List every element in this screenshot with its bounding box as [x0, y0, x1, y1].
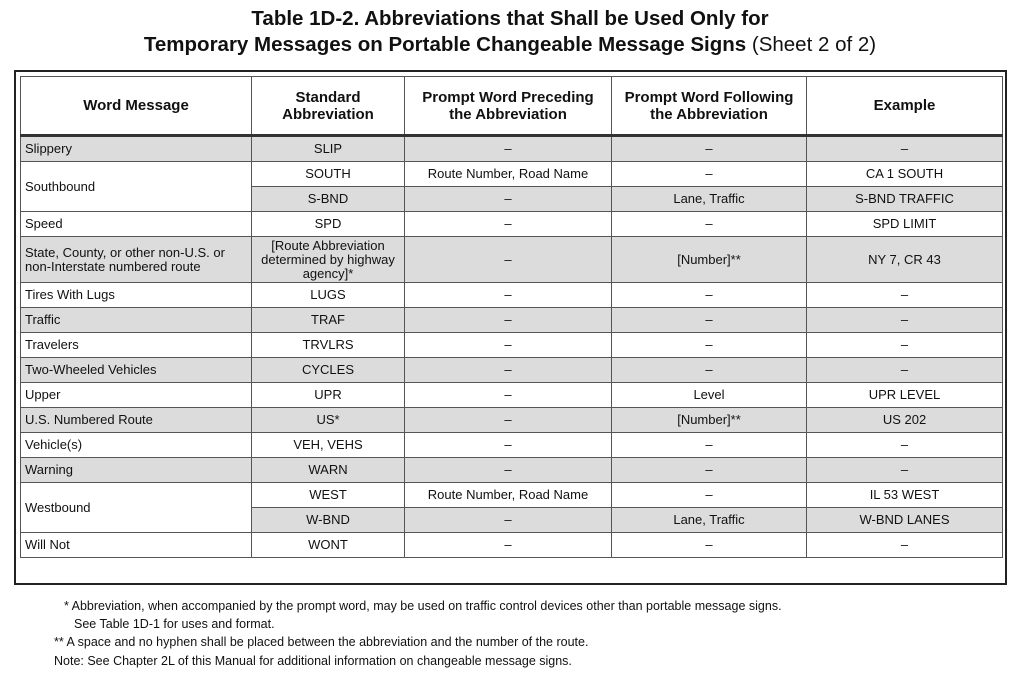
preceding-cell: – — [405, 237, 612, 283]
following-cell: Lane, Traffic — [612, 187, 807, 212]
table-row — [21, 458, 1003, 483]
example-cell: IL 53 WEST — [807, 483, 1003, 508]
footnote-asterisk-continued: See Table 1D-1 for uses and format. — [74, 617, 275, 631]
word-cell: Upper — [21, 383, 252, 408]
abbr-cell: WONT — [252, 533, 405, 558]
example-cell: – — [807, 358, 1003, 383]
word-cell: State, County, or other non-U.S. or non-Interstate numbered route — [21, 237, 252, 283]
abbr-cell: WARN — [252, 458, 405, 483]
table-row — [21, 483, 1003, 508]
word-cell: Will Not — [21, 533, 252, 558]
table-row — [21, 383, 1003, 408]
footnote-double-asterisk: ** A space and no hyphen shall be placed between the abbreviation and the number of the route. — [54, 635, 589, 649]
preceding-cell: – — [405, 433, 612, 458]
word-cell: Vehicle(s) — [21, 433, 252, 458]
preceding-cell: – — [405, 136, 612, 162]
table-row — [21, 308, 1003, 333]
example-cell: – — [807, 283, 1003, 308]
word-cell: Traffic — [21, 308, 252, 333]
following-cell: – — [612, 458, 807, 483]
preceding-cell: – — [405, 508, 612, 533]
following-cell: [Number]** — [612, 237, 807, 283]
example-cell: SPD LIMIT — [807, 212, 1003, 237]
header-word-message: Word Message — [21, 77, 252, 136]
title-line-2-main: Temporary Messages on Portable Changeable Message Signs — [143, 33, 747, 56]
following-cell: – — [612, 283, 807, 308]
example-cell: NY 7, CR 43 — [807, 237, 1003, 283]
footnotes — [54, 597, 998, 671]
word-cell: Two-Wheeled Vehicles — [21, 358, 252, 383]
following-cell: – — [612, 433, 807, 458]
word-cell: U.S. Numbered Route — [21, 408, 252, 433]
following-cell: [Number]** — [612, 408, 807, 433]
example-cell: S-BND TRAFFIC — [807, 187, 1003, 212]
abbr-cell: VEH, VEHS — [252, 433, 405, 458]
preceding-cell: – — [405, 283, 612, 308]
sheet-indicator: (Sheet 2 of 2) — [746, 33, 877, 56]
table-row — [21, 333, 1003, 358]
abbr-cell: TRVLRS — [252, 333, 405, 358]
header-row — [21, 77, 1003, 136]
example-cell: – — [807, 458, 1003, 483]
preceding-cell: – — [405, 358, 612, 383]
abbr-cell: W-BND — [252, 508, 405, 533]
table-row — [21, 136, 1003, 162]
preceding-cell: – — [405, 333, 612, 358]
example-cell: CA 1 SOUTH — [807, 162, 1003, 187]
following-cell: – — [612, 308, 807, 333]
example-cell: – — [807, 533, 1003, 558]
preceding-cell: – — [405, 212, 612, 237]
following-cell: – — [612, 212, 807, 237]
table-row — [21, 408, 1003, 433]
header-prompt-preceding: Prompt Word Preceding the Abbreviation — [405, 77, 612, 136]
abbr-cell: UPR — [252, 383, 405, 408]
example-cell: – — [807, 136, 1003, 162]
table-row — [21, 212, 1003, 237]
following-cell: Level — [612, 383, 807, 408]
abbr-cell: TRAF — [252, 308, 405, 333]
table-row — [21, 237, 1003, 283]
abbr-cell: US* — [252, 408, 405, 433]
table-row — [21, 283, 1003, 308]
abbr-cell: SLIP — [252, 136, 405, 162]
abbr-cell: LUGS — [252, 283, 405, 308]
abbr-cell: WEST — [252, 483, 405, 508]
following-cell: – — [612, 483, 807, 508]
example-cell: UPR LEVEL — [807, 383, 1003, 408]
preceding-cell: – — [405, 533, 612, 558]
table-row — [21, 533, 1003, 558]
example-cell: – — [807, 433, 1003, 458]
header-standard-abbreviation: Standard Abbreviation — [252, 77, 405, 136]
following-cell: – — [612, 162, 807, 187]
table-row — [21, 358, 1003, 383]
abbreviations-table — [20, 76, 1003, 558]
example-cell: US 202 — [807, 408, 1003, 433]
preceding-cell: – — [405, 383, 612, 408]
word-cell: Tires With Lugs — [21, 283, 252, 308]
table-row — [21, 433, 1003, 458]
abbr-cell: S-BND — [252, 187, 405, 212]
abbr-cell: CYCLES — [252, 358, 405, 383]
abbr-cell: [Route Abbreviation determined by highway agency]* — [252, 237, 405, 283]
title-line-2 — [0, 32, 1020, 58]
example-cell: – — [807, 308, 1003, 333]
example-cell: – — [807, 333, 1003, 358]
following-cell: – — [612, 333, 807, 358]
following-cell: – — [612, 358, 807, 383]
example-cell: W-BND LANES — [807, 508, 1003, 533]
word-cell: Travelers — [21, 333, 252, 358]
word-cell: Warning — [21, 458, 252, 483]
preceding-cell: – — [405, 308, 612, 333]
abbr-cell: SOUTH — [252, 162, 405, 187]
following-cell: – — [612, 533, 807, 558]
header-prompt-following: Prompt Word Following the Abbreviation — [612, 77, 807, 136]
preceding-cell: Route Number, Road Name — [405, 162, 612, 187]
title-line-1: Table 1D-2. Abbreviations that Shall be Used Only for — [251, 7, 769, 30]
general-note: Note: See Chapter 2L of this Manual for additional information on changeable message signs. — [54, 654, 572, 668]
following-cell: – — [612, 136, 807, 162]
preceding-cell: – — [405, 458, 612, 483]
word-cell: Speed — [21, 212, 252, 237]
table-row — [21, 162, 1003, 187]
preceding-cell: – — [405, 408, 612, 433]
preceding-cell: Route Number, Road Name — [405, 483, 612, 508]
footnote-asterisk: * Abbreviation, when accompanied by the prompt word, may be used on traffic control devices other than portable message signs. — [64, 599, 782, 613]
abbr-cell: SPD — [252, 212, 405, 237]
word-cell: Westbound — [21, 483, 252, 533]
header-example: Example — [807, 77, 1003, 136]
following-cell: Lane, Traffic — [612, 508, 807, 533]
word-cell: Southbound — [21, 162, 252, 212]
table-title — [0, 6, 1020, 58]
word-cell: Slippery — [21, 136, 252, 162]
preceding-cell: – — [405, 187, 612, 212]
